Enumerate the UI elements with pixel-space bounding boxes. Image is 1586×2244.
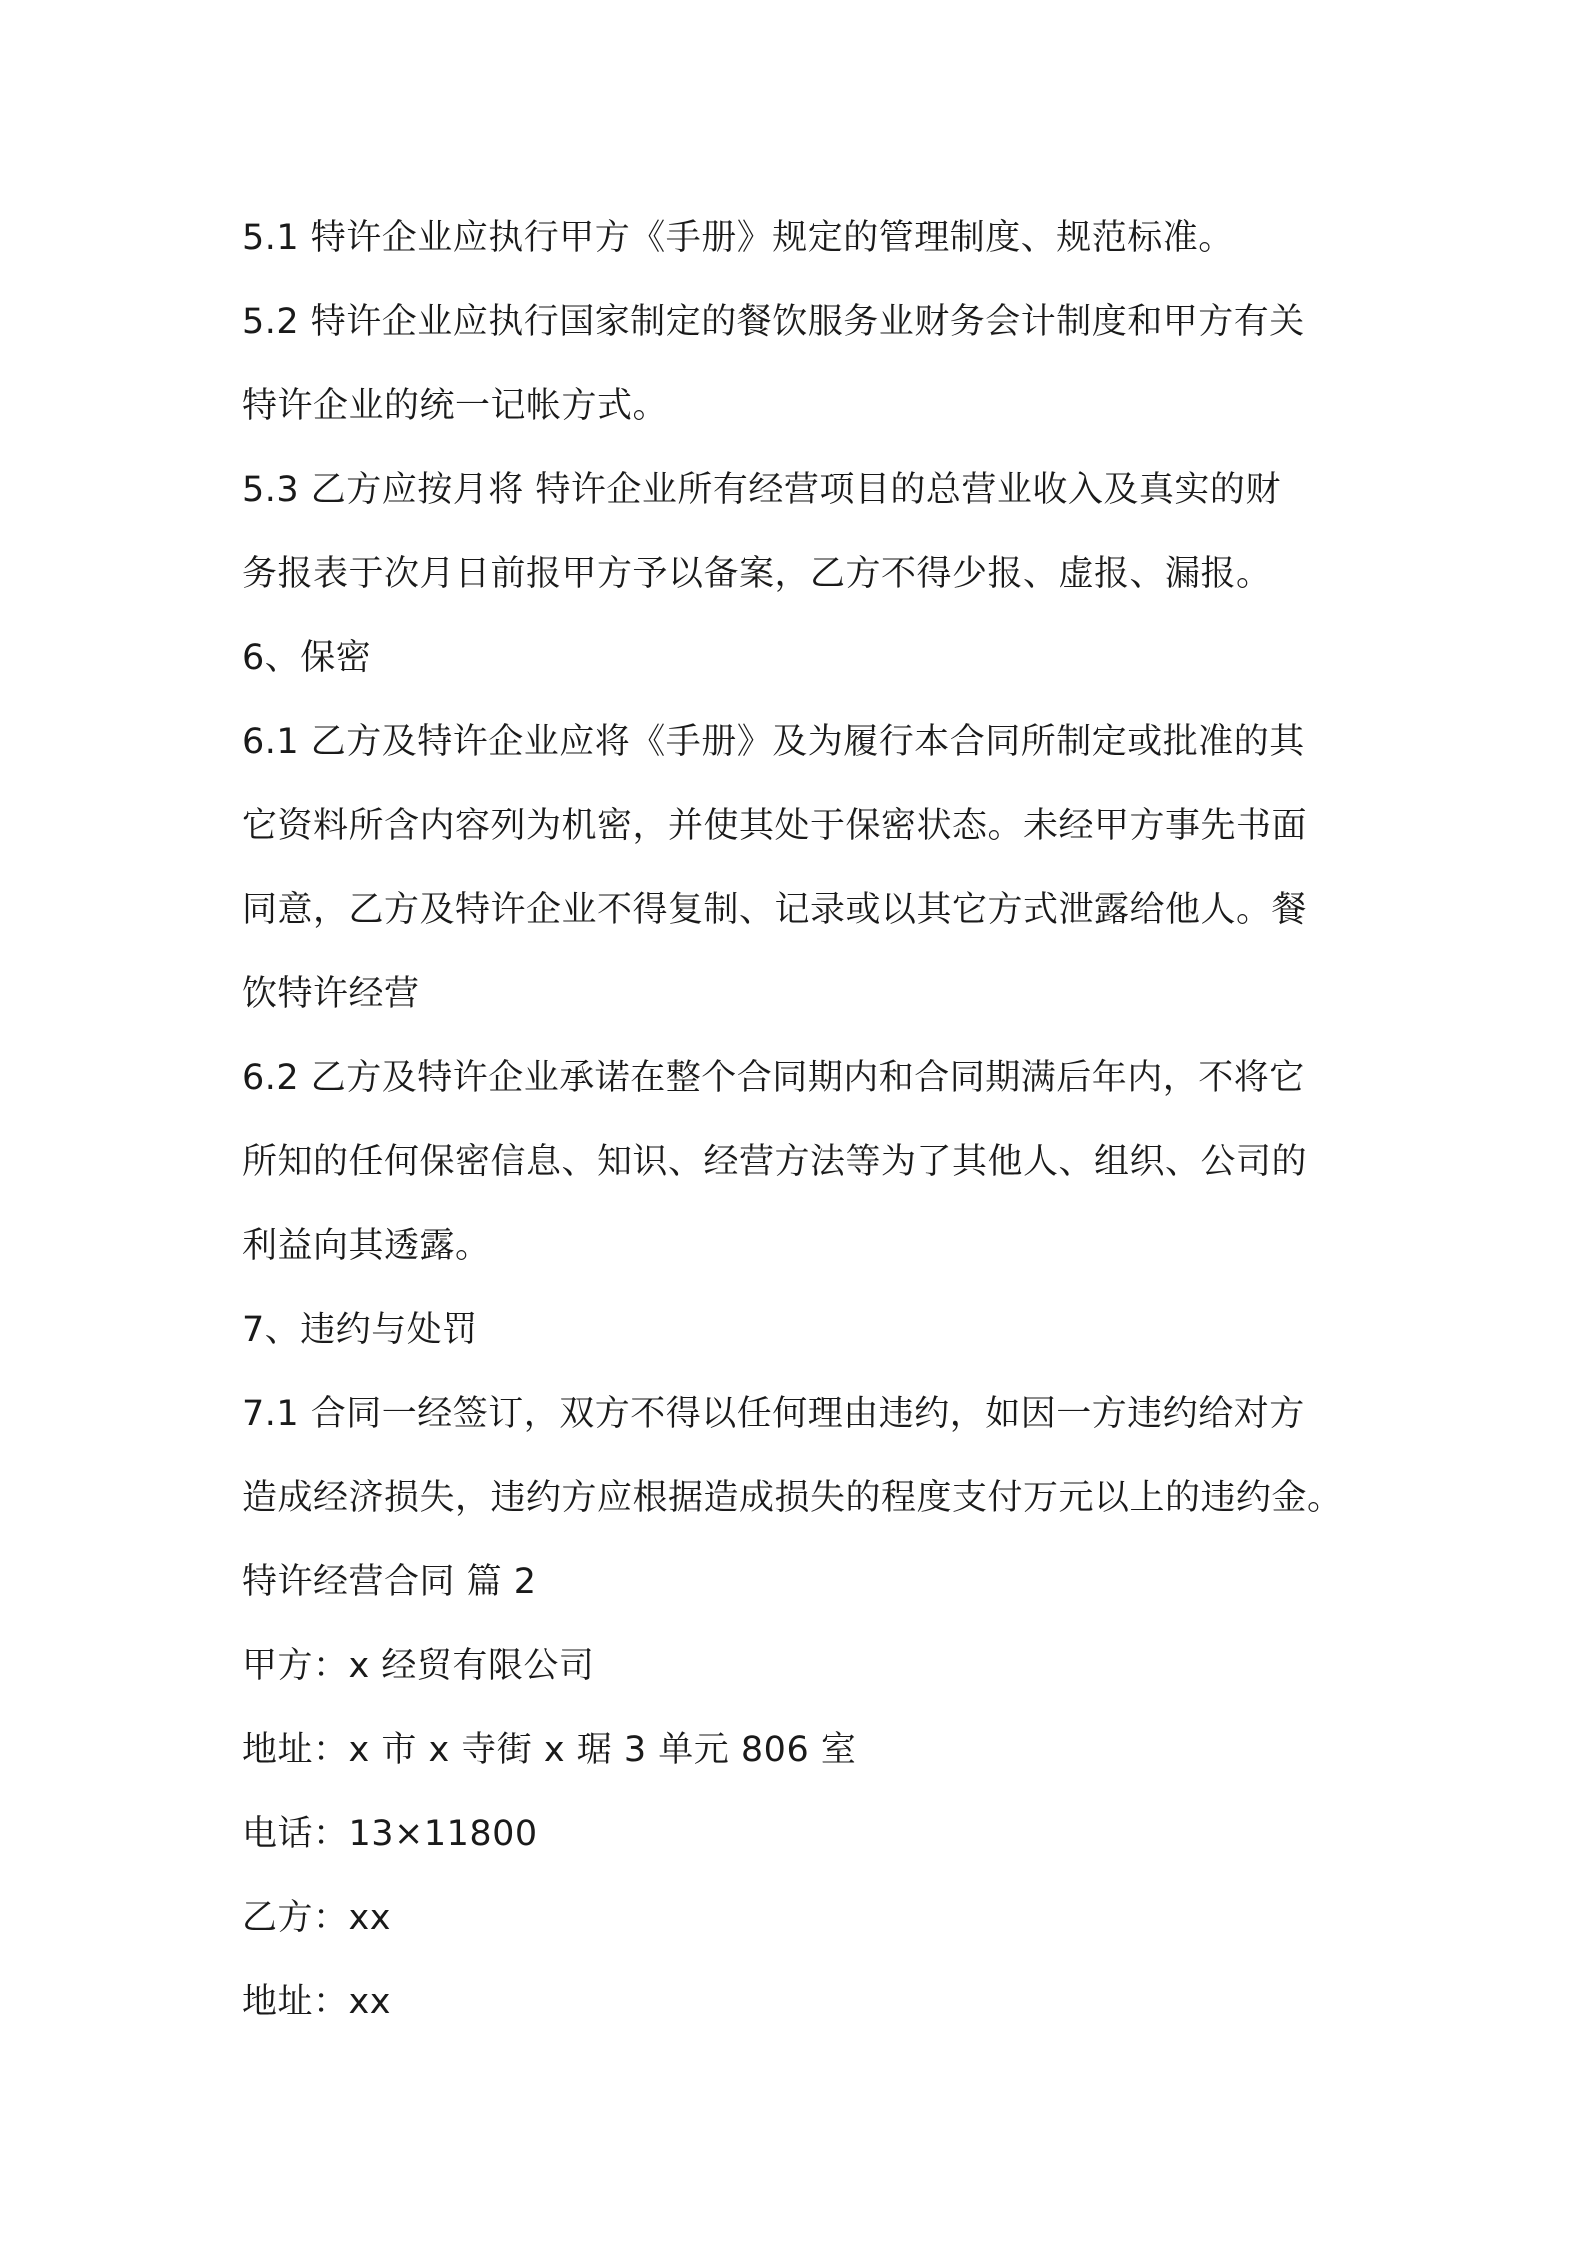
clause-7-1-line-1: 7.1 合同一经签订，双方不得以任何理由违约，如因一方违约给对方 xyxy=(242,1394,1305,1434)
clause-6-2-line-3: 利益向其透露。 xyxy=(242,1226,491,1266)
party-b-address: 地址：xx xyxy=(242,1982,391,2022)
clause-6-2-line-1: 6.2 乙方及特许企业承诺在整个合同期内和合同期满后年内，不将它 xyxy=(242,1058,1305,1098)
section-heading-6: 6、保密 xyxy=(242,638,372,678)
clause-5-1: 5.1 特许企业应执行甲方《手册》规定的管理制度、规范标准。 xyxy=(242,218,1234,258)
contract-title-part-2: 特许经营合同 篇 2 xyxy=(242,1562,537,1602)
party-a-address: 地址：x 市 x 寺街 x 琚 3 单元 806 室 xyxy=(242,1730,857,1770)
party-b-name: 乙方：xx xyxy=(242,1898,391,1938)
clause-5-3-line-2: 务报表于次月日前报甲方予以备案，乙方不得少报、虚报、漏报。 xyxy=(242,554,1272,594)
party-a-name: 甲方：x 经贸有限公司 xyxy=(242,1646,595,1686)
document-body xyxy=(242,196,1362,2044)
clause-6-1-line-1: 6.1 乙方及特许企业应将《手册》及为履行本合同所制定或批准的其 xyxy=(242,722,1305,762)
section-heading-7: 7、违约与处罚 xyxy=(242,1310,478,1350)
clause-6-2-line-2: 所知的任何保密信息、知识、经营方法等为了其他人、组织、公司的 xyxy=(242,1142,1308,1182)
clause-5-2-line-2: 特许企业的统一记帐方式。 xyxy=(242,386,669,426)
clause-7-1-line-2: 造成经济损失，违约方应根据造成损失的程度支付万元以上的违约金。 xyxy=(242,1478,1343,1518)
clause-6-1-line-4: 饮特许经营 xyxy=(242,974,420,1014)
clause-5-2-line-1: 5.2 特许企业应执行国家制定的餐饮服务业财务会计制度和甲方有关 xyxy=(242,302,1305,342)
clause-6-1-line-2: 它资料所含内容列为机密，并使其处于保密状态。未经甲方事先书面 xyxy=(242,806,1308,846)
party-a-phone: 电话：13×11800 xyxy=(242,1814,538,1854)
clause-6-1-line-3: 同意，乙方及特许企业不得复制、记录或以其它方式泄露给他人。餐 xyxy=(242,890,1308,930)
clause-5-3-line-1: 5.3 乙方应按月将 特许企业所有经营项目的总营业收入及真实的财 xyxy=(242,470,1281,510)
